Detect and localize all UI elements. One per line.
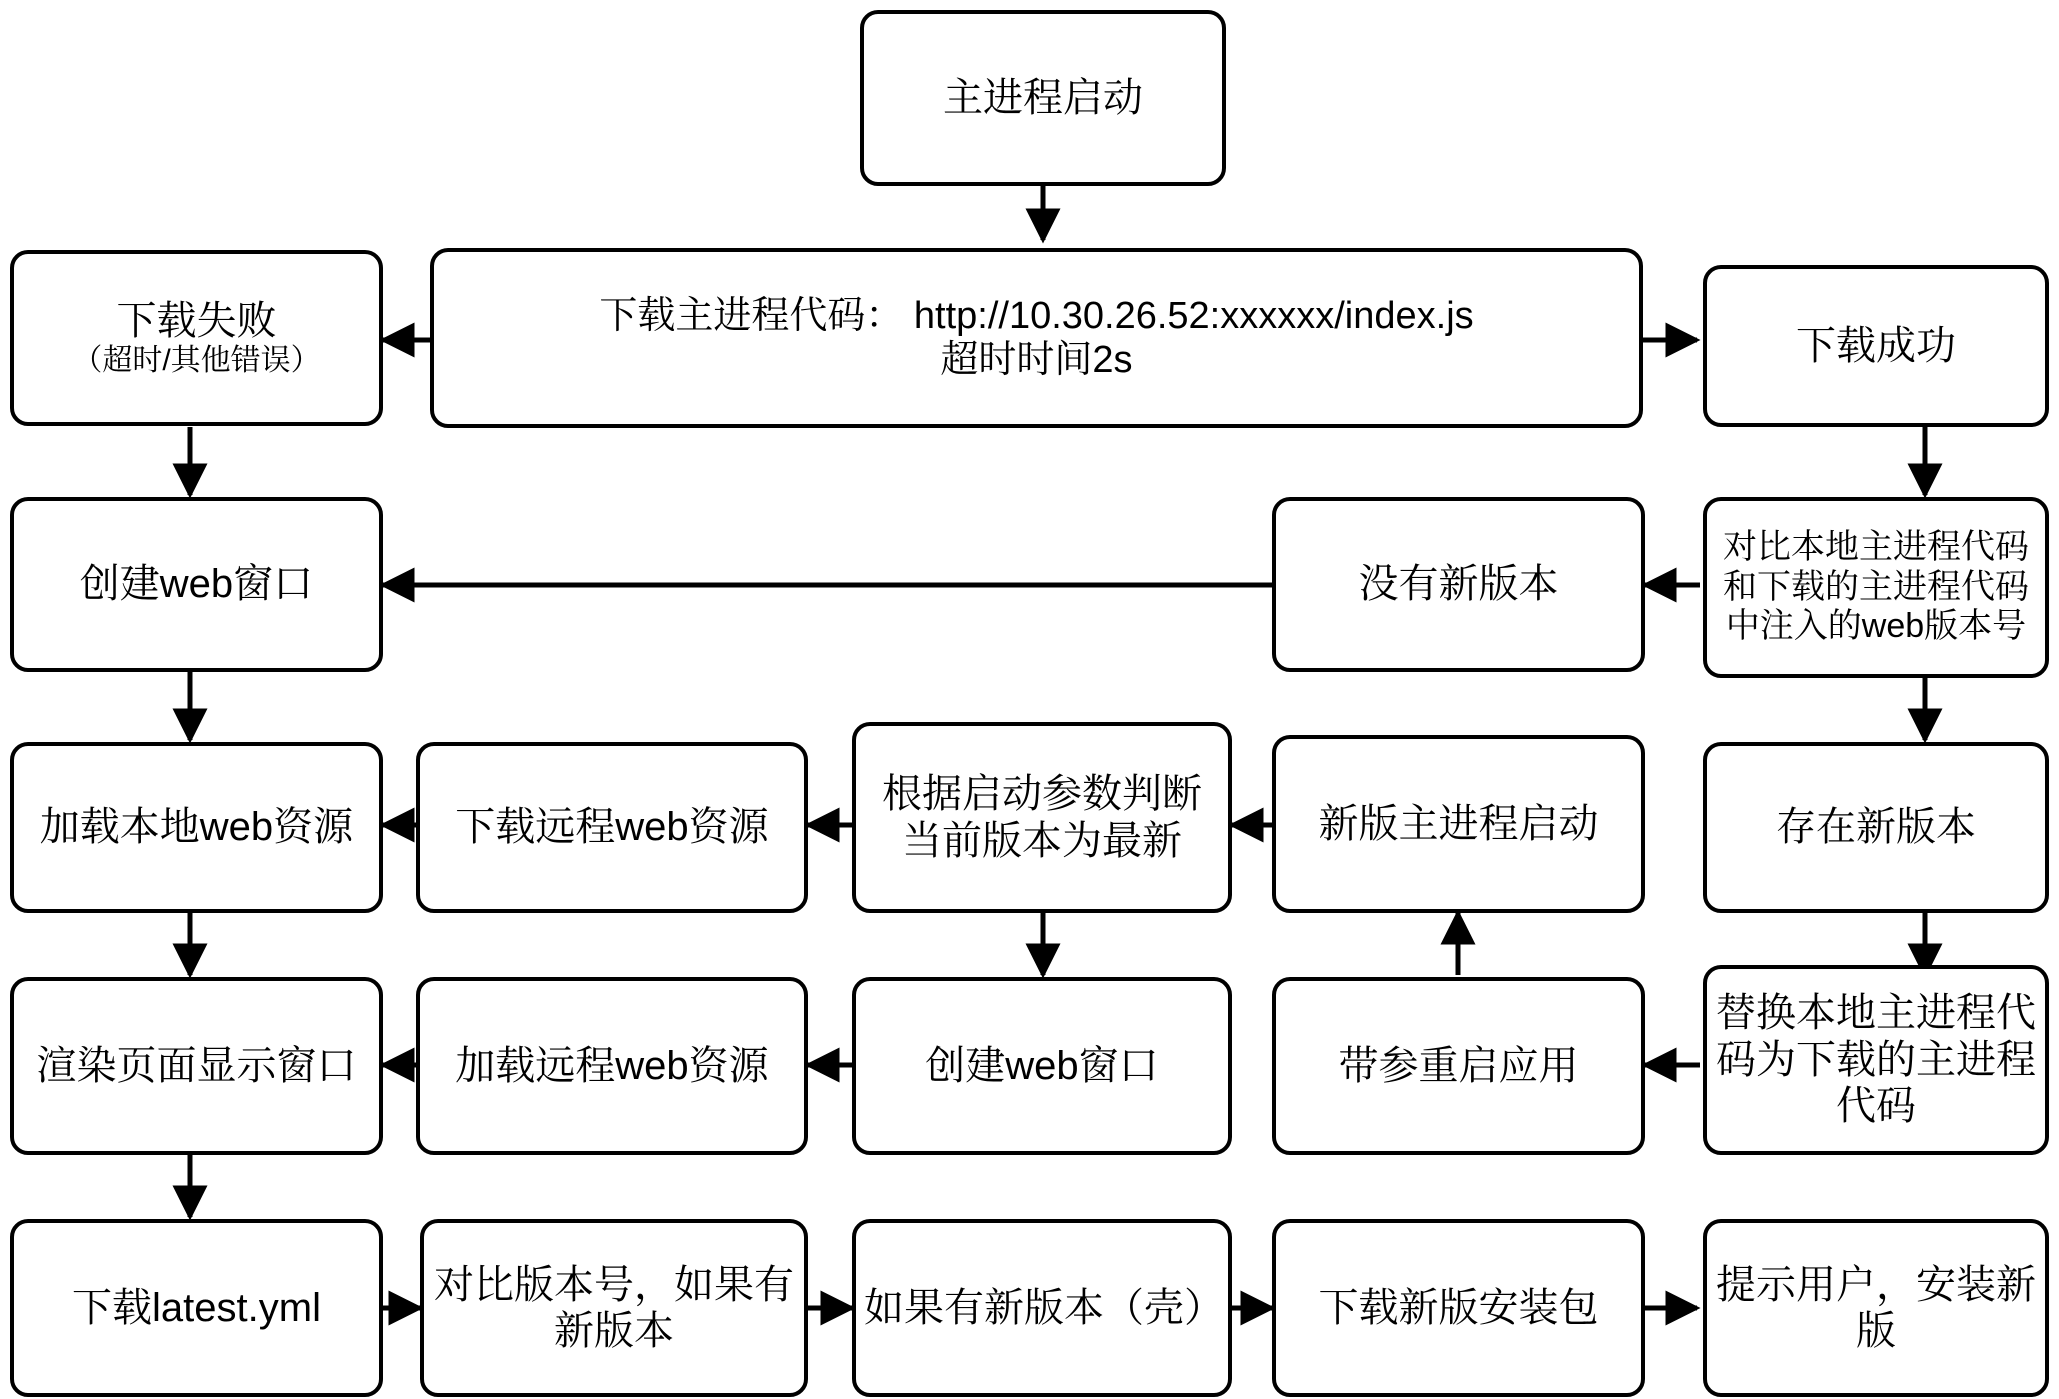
node-create-web-window-2-label: 创建web窗口 xyxy=(925,1043,1159,1088)
node-if-new-version-shell[interactable] xyxy=(852,1219,1232,1397)
node-new-main-process-start[interactable] xyxy=(1272,735,1645,913)
node-load-remote-web-label: 加载远程web资源 xyxy=(455,1043,769,1088)
node-judge-latest-version-label: 根据启动参数判断当前版本为最新 xyxy=(882,772,1202,863)
node-if-new-version-shell-label: 如果有新版本（壳） xyxy=(864,1285,1224,1330)
node-judge-latest-version[interactable] xyxy=(852,722,1232,913)
node-restart-with-args-label: 带参重启应用 xyxy=(1338,1043,1579,1088)
node-restart-with-args[interactable] xyxy=(1272,977,1645,1155)
node-prompt-user-install[interactable] xyxy=(1703,1219,2049,1397)
node-load-local-web[interactable] xyxy=(10,742,383,913)
node-download-remote-web[interactable] xyxy=(416,742,808,913)
node-download-new-package-label: 下载新版安装包 xyxy=(1318,1285,1599,1330)
node-download-main-code-line2: 超时时间2s xyxy=(940,339,1133,381)
node-render-page[interactable] xyxy=(10,977,383,1155)
node-no-new-version-label: 没有新版本 xyxy=(1358,562,1559,607)
node-download-fail[interactable] xyxy=(10,250,383,426)
node-no-new-version[interactable] xyxy=(1272,497,1645,672)
node-compare-version-number-label: 对比版本号，如果有新版本 xyxy=(434,1262,794,1353)
node-create-web-window-1[interactable] xyxy=(10,497,383,672)
node-replace-local-main-code-label: 替换本地主进程代码为下载的主进程代码 xyxy=(1716,991,2036,1129)
node-download-remote-web-label: 下载远程web资源 xyxy=(455,805,769,850)
node-download-success-label: 下载成功 xyxy=(1796,323,1956,368)
node-download-latest-yml[interactable] xyxy=(10,1219,383,1397)
node-create-web-window-1-label: 创建web窗口 xyxy=(79,562,314,607)
node-new-main-process-start-label: 新版主进程启动 xyxy=(1318,801,1599,846)
node-render-page-label: 渲染页面显示窗口 xyxy=(36,1043,357,1088)
node-load-remote-web[interactable] xyxy=(416,977,808,1155)
node-replace-local-main-code[interactable] xyxy=(1703,965,2049,1155)
node-download-main-code-line1: 下载主进程代码： http://10.30.26.52:xxxxxx/index.js xyxy=(599,294,1474,337)
node-download-latest-yml-label: 下载latest.yml xyxy=(72,1285,321,1330)
node-compare-version-number[interactable] xyxy=(420,1219,808,1397)
node-download-new-package[interactable] xyxy=(1272,1219,1645,1397)
node-download-fail-sublabel: （超时/其他错误） xyxy=(72,343,321,377)
node-has-new-version-label: 存在新版本 xyxy=(1776,805,1976,850)
node-create-web-window-2[interactable] xyxy=(852,977,1232,1155)
node-load-local-web-label: 加载本地web资源 xyxy=(39,805,354,850)
node-start[interactable] xyxy=(860,10,1226,186)
node-compare-web-version-label: 对比本地主进程代码和下载的主进程代码中注入的web版本号 xyxy=(1723,528,2029,646)
node-has-new-version[interactable] xyxy=(1703,742,2049,913)
node-start-label: 主进程启动 xyxy=(943,75,1143,120)
node-compare-web-version[interactable] xyxy=(1703,497,2049,678)
node-download-fail-label: 下载失败 xyxy=(116,298,277,343)
node-download-success[interactable] xyxy=(1703,265,2049,427)
node-prompt-user-install-label: 提示用户，安装新版 xyxy=(1716,1262,2036,1353)
node-download-main-code[interactable] xyxy=(430,248,1643,428)
